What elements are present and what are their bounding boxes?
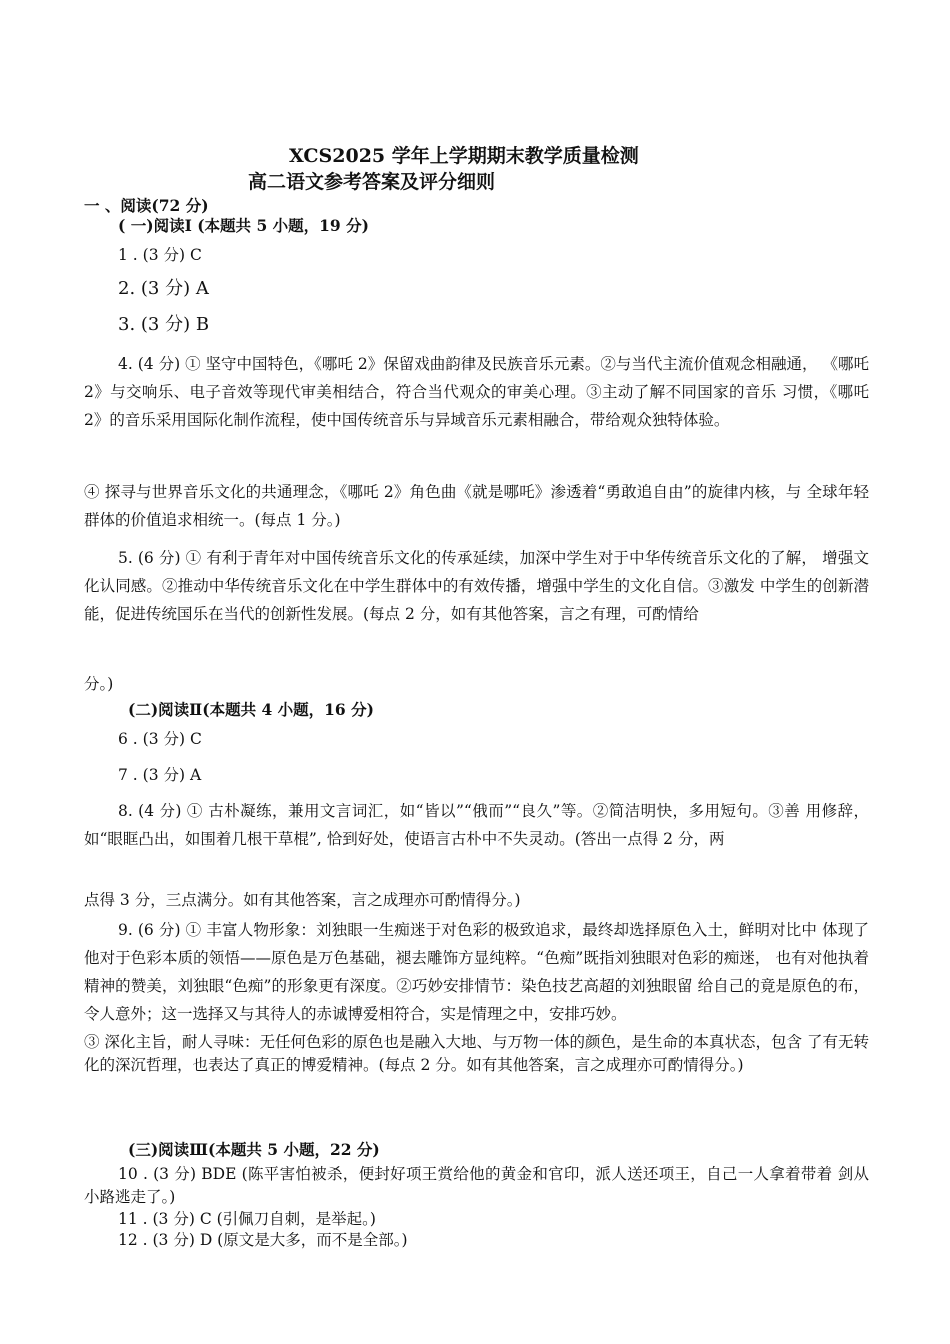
answer-q11: 11 . (3 分) C (引佩刀自刺，是举起。) — [118, 1210, 376, 1228]
answer-q9-part1: 9. (6 分) ① 丰富人物形象：刘独眼一生痴迷于对色彩的极致追求，最终却选择原色入土，鲜明对比中 体现了他对于色彩本质的领悟——原色是万色基础，褪去雕饰方显纯粹。“色痴”既指刘独眼对色彩的痴迷， 也有对他执着精神的赞美，刘独眼“色痴”的形象更有深度。②巧妙安排情节：染色技艺高超的刘独眼留 给自己的竟是原色的布，令人意外；这一选择又与其待人的赤诚博爱相符合，实是情理之中，安排巧妙。 — [84, 921, 869, 1023]
answer-q8-part2: 点得 3 分，三点满分。如有其他答案，言之成理亦可酌情得分。) — [84, 891, 521, 909]
answer-q3: 3. (3 分) B — [118, 314, 210, 335]
answer-q2: 2. (3 分) A — [118, 278, 209, 299]
answer-q8-part1: 8. (4 分) ① 古朴凝练，兼用文言词汇，如“皆以”“俄而”“良久”等。②简洁明快，多用短句。③善 用修辞，如“眼眶凸出，如围着几根干草棍”, 恰到好处，使语言古朴中不失灵动。(答出一点得 2 分，两 — [84, 802, 869, 848]
title-line-2: 高二语文参考答案及评分细则 — [248, 171, 496, 193]
section-heading-reading: 一 、阅读(72 分) — [84, 196, 209, 215]
answer-q10: 10 . (3 分) BDE (陈平害怕被杀，便封好项王赏给他的黄金和官印，派人送还项王，自己一人拿着带着 剑从小路逃走了。) — [84, 1165, 869, 1206]
answer-q9-part2: ③ 深化主旨，耐人寻味：无任何色彩的原色也是融入大地、与万物一体的颜色，是生命的本真状态，包含 了有无转化的深沉哲理，也表达了真正的博爱精神。(每点 2 分。如有其他答案，言之成理亦可酌情得分。) — [84, 1033, 869, 1074]
answer-q4-part2: ④ 探寻与世界音乐文化的共通理念，《哪吒 2》角色曲《就是哪吒》渗透着“勇敢追自由”的旋律内核，与 全球年轻群体的价值追求相统一。(每点 1 分。) — [84, 483, 869, 529]
answer-q7: 7 . (3 分) A — [118, 766, 202, 784]
answer-q4-part1: 4. (4 分) ① 坚守中国特色，《哪吒 2》保留戏曲韵律及民族音乐元素。②与当代主流价值观念相融通， 《哪吒 2》与交响乐、电子音效等现代审美相结合，符合当代观众的审美心理。③主动了解不同国家的音乐 习惯，《哪吒 2》的音乐采用国际化制作流程，使中国传统音乐与异域音乐元素相融合，带给观众独特体验。 — [84, 355, 869, 429]
answer-q12: 12 . (3 分) D (原文是大多，而不是全部。) — [118, 1231, 408, 1249]
reading1-heading: ( 一)阅读Ⅰ (本题共 5 小题，19 分) — [118, 216, 369, 235]
reading2-heading: (二)阅读Ⅱ(本题共 4 小题，16 分) — [128, 700, 374, 719]
answer-q5-part2: 分。) — [84, 675, 114, 693]
reading3-heading: (三)阅读Ⅲ(本题共 5 小题，22 分) — [128, 1140, 380, 1159]
answer-q5-part1: 5. (6 分) ① 有利于青年对中国传统音乐文化的传承延续，加深中学生对于中华传统音乐文化的了解， 增强文化认同感。②推动中华传统音乐文化在中学生群体中的有效传播，增强中学生的文化自信。③激发 中学生的创新潜能，促进传统国乐在当代的创新性发展。(每点 2 分，如有其他答案，言之有理，可酌情给 — [84, 549, 869, 623]
answer-q6: 6 . (3 分) C — [118, 730, 202, 748]
title-line-1: XCS2025 学年上学期期末教学质量检测 — [289, 145, 639, 167]
answer-q1: 1 . (3 分) C — [118, 246, 202, 264]
